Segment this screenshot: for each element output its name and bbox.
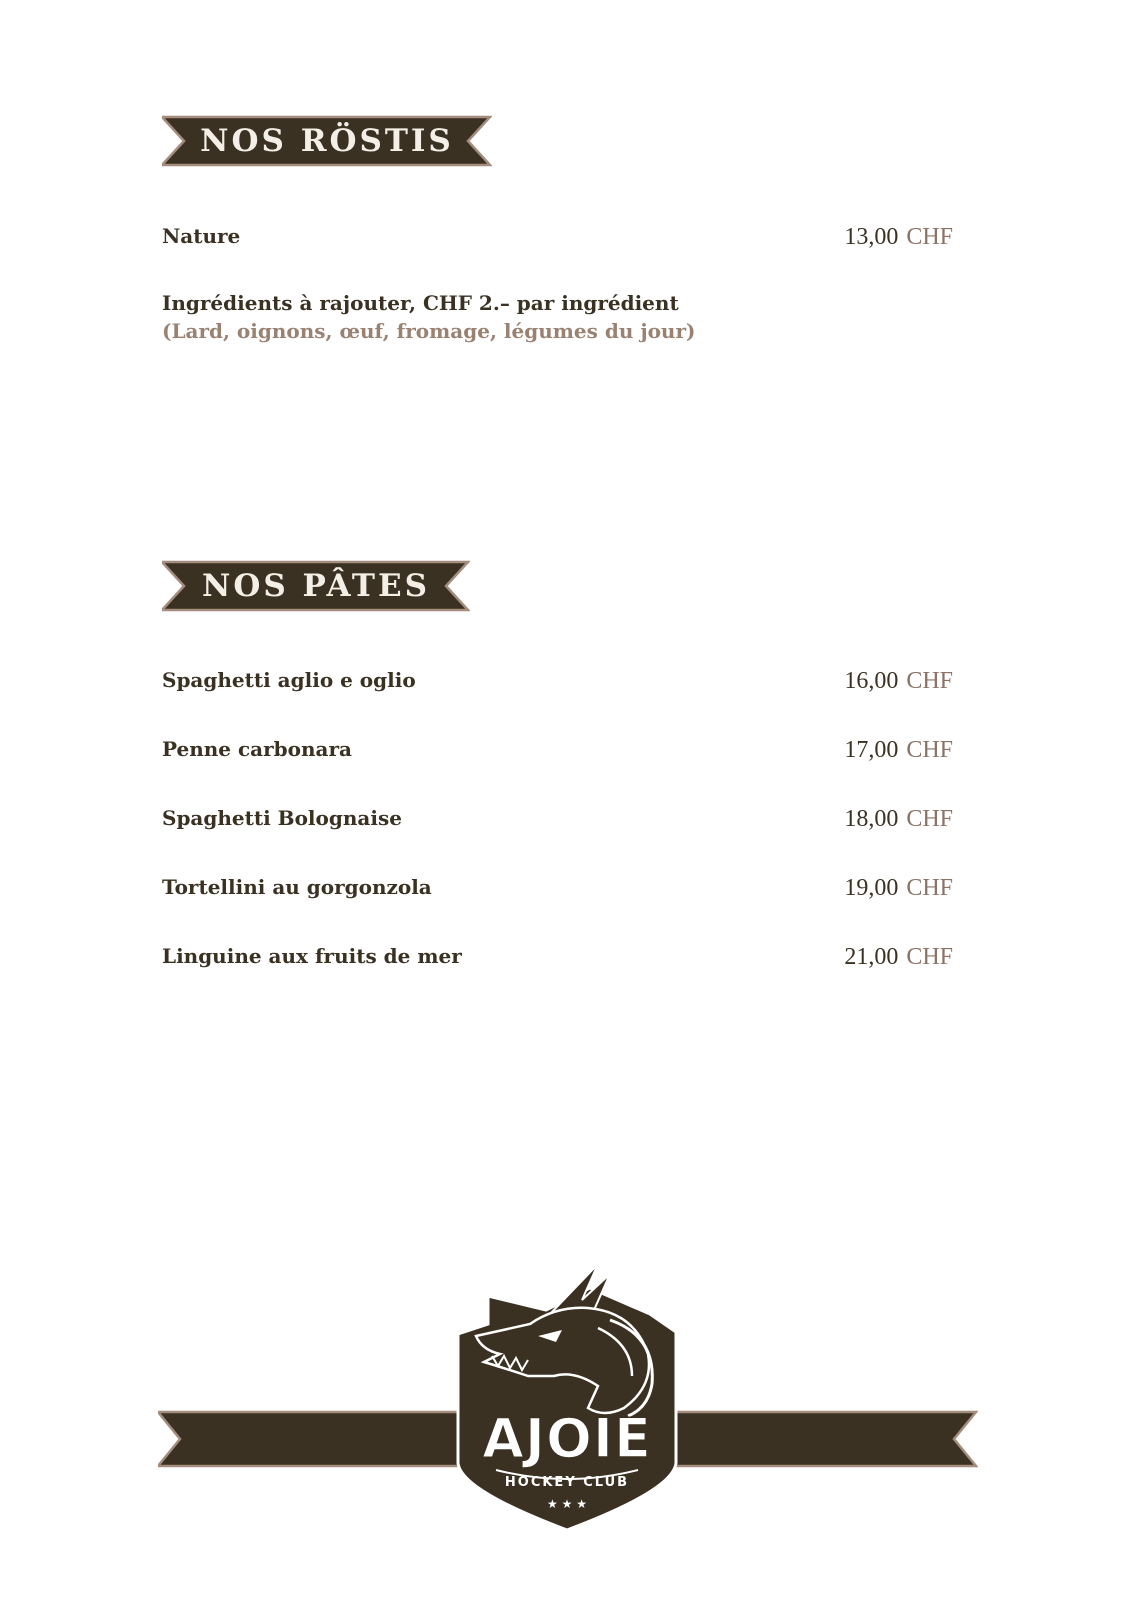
price-amount: 18,00 xyxy=(844,806,899,832)
menu-item-name: Tortellini au gorgonzola xyxy=(162,875,432,899)
dragon-crest-icon xyxy=(158,1258,978,1538)
price-amount: 19,00 xyxy=(844,875,899,901)
menu-item xyxy=(162,875,953,909)
menu-item-price xyxy=(844,944,953,971)
extras-note xyxy=(162,289,862,345)
menu-item-price xyxy=(844,806,953,833)
menu-item xyxy=(162,944,953,978)
section-banner-pates xyxy=(162,560,470,612)
price-amount: 21,00 xyxy=(844,944,899,970)
section-banner-rostis xyxy=(162,115,492,167)
logo-wordmark: AJOIE xyxy=(482,1407,652,1470)
menu-item-price xyxy=(844,668,953,695)
menu-item-name: Spaghetti aglio e oglio xyxy=(162,668,416,692)
menu-item xyxy=(162,806,953,840)
menu-item-name: Penne carbonara xyxy=(162,737,352,761)
price-currency: CHF xyxy=(906,737,953,763)
menu-item-price xyxy=(844,737,953,764)
price-currency: CHF xyxy=(906,224,953,250)
menu-item xyxy=(162,224,953,258)
footer-ribbon-left xyxy=(158,1412,458,1466)
price-amount: 16,00 xyxy=(844,668,899,694)
footer-logo-banner xyxy=(158,1258,978,1538)
menu-item-name: Nature xyxy=(162,224,241,248)
price-currency: CHF xyxy=(906,806,953,832)
footer-ribbon-right xyxy=(676,1412,976,1466)
menu-item-price xyxy=(844,224,953,251)
menu-item-name: Spaghetti Bolognaise xyxy=(162,806,402,830)
price-amount: 17,00 xyxy=(844,737,899,763)
logo-stars: ★ ★ ★ xyxy=(547,1497,587,1511)
price-currency: CHF xyxy=(906,875,953,901)
section-title-rostis: NOS RÖSTIS xyxy=(200,123,454,159)
price-currency: CHF xyxy=(906,668,953,694)
extras-title: Ingrédients à rajouter, CHF 2.– par ingrédient xyxy=(162,291,679,315)
section-title-pates: NOS PÂTES xyxy=(201,568,430,604)
price-currency: CHF xyxy=(906,944,953,970)
logo-subtitle: HOCKEY CLUB xyxy=(504,1475,630,1490)
menu-item xyxy=(162,737,953,771)
menu-item xyxy=(162,668,953,702)
menu-item-price xyxy=(844,875,953,902)
extras-list: (Lard, oignons, œuf, fromage, légumes du jour) xyxy=(162,319,696,343)
menu-item-name: Linguine aux fruits de mer xyxy=(162,944,462,968)
price-amount: 13,00 xyxy=(844,224,899,250)
